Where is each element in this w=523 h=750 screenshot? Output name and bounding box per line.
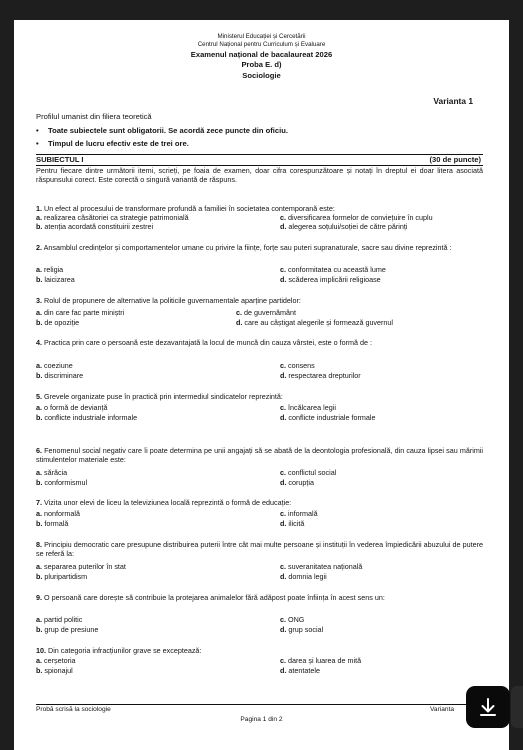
option-a: a. din care fac parte miniștri [36, 308, 125, 317]
option-c: c. conflictul social [280, 468, 337, 477]
question-stem [36, 392, 483, 401]
question-number: 5. [36, 392, 42, 401]
option-d: d. respectarea drepturilor [280, 371, 361, 380]
option-d: d. alegerea soțului/soției de către părinți [280, 222, 408, 231]
ministry-line: Ministerul Educației și Cercetării [217, 33, 306, 40]
bullet-item [36, 139, 189, 148]
instructions: Pentru fiecare dintre următorii itemi, scrieți, pe foaia de examen, doar cifra corespunzătoare și notați în dreptul ei doar litera asociată răspunsului corect. Este corectă o singură variantă de răspuns. [36, 166, 483, 185]
option-a: a. sărăcia [36, 468, 68, 477]
question-text: Vizita unor elevi de liceu la televiziunea locală reprezintă o formă de educație: [44, 498, 292, 507]
exam-title: Examenul național de bacalaureat 2026 [190, 50, 333, 59]
option-b: b. grup de presiune [36, 625, 99, 634]
footer-left: Probă scrisă la sociologie [36, 706, 111, 713]
option-b: b. spionajul [36, 666, 73, 675]
question-number: 3. [36, 296, 42, 305]
option-b: b. de opoziție [36, 318, 80, 327]
question-stem [36, 204, 483, 213]
option-a: a. realizarea căsătoriei ca strategie patrimonială [36, 213, 189, 222]
option-c: c. consens [280, 361, 315, 370]
subiect-points: (30 de puncte) [429, 155, 481, 164]
option-d: d. conflicte industriale formale [280, 413, 376, 422]
question-number: 8. [36, 540, 42, 549]
question-number: 6. [36, 446, 42, 455]
option-c: c. ONG [280, 615, 305, 624]
question-text: Grevele organizate puse în practică prin intermediul sindicatelor reprezintă: [44, 392, 283, 401]
option-a: a. partid politic [36, 615, 83, 624]
question-stem [36, 296, 483, 305]
question-text: O persoană care dorește să contribuie la protejarea animalelor fără adăpost poate înființa în acest sens un: [44, 593, 385, 602]
option-b: b. pluripartidism [36, 572, 88, 581]
option-a: a. cerșetoria [36, 656, 76, 665]
question-stem [36, 540, 483, 559]
question-text: Rolul de propunere de alternative la politicile guvernamentale aparține partidelor: [44, 296, 301, 305]
subiect-title: SUBIECTUL I [36, 155, 84, 164]
question-number: 2. [36, 243, 42, 252]
side-panel-handle[interactable] [511, 686, 523, 728]
option-c: c. informală [280, 509, 318, 518]
option-b: b. conflicte industriale informale [36, 413, 138, 422]
question-stem [36, 446, 483, 465]
option-a: a. o formă de devianță [36, 403, 108, 412]
subject-title: Sociologie [242, 71, 281, 80]
option-c: c. darea și luarea de mită [280, 656, 362, 665]
question-number: 9. [36, 593, 42, 602]
option-a: a. separarea puterilor în stat [36, 562, 126, 571]
footer-right: Varianta [430, 706, 455, 713]
download-arrow-icon [477, 696, 499, 718]
option-d: d. corupția [280, 478, 314, 487]
question-text: Principiu democratic care presupune distribuirea puterii între cât mai multe persoane și instituții în vederea împiedicării abuzului de putere se referă la: [36, 540, 484, 559]
question-text: Un efect al procesului de transformare profundă a familiei în societatea contemporană este: [44, 204, 335, 213]
option-d: d. grup social [280, 625, 324, 634]
question-number: 7. [36, 498, 42, 507]
option-b: b. laicizarea [36, 275, 75, 284]
bullet-text: Timpul de lucru efectiv este de trei ore. [48, 139, 189, 148]
option-d: d. scăderea implicării religioase [280, 275, 381, 284]
center-line: Centrul Național pentru Curriculum și Evaluare [197, 41, 326, 48]
question-number: 10. [36, 646, 46, 655]
profil-label: Profilul umanist din filiera teoretică [36, 112, 152, 121]
option-b: b. discriminare [36, 371, 84, 380]
option-a: a. coeziune [36, 361, 73, 370]
bullet-dot-icon: • [36, 139, 39, 148]
option-c: c. suveranitatea națională [280, 562, 363, 571]
question-stem [36, 593, 483, 602]
option-c: c. de guvernământ [236, 308, 296, 317]
question-number: 4. [36, 338, 42, 347]
question-stem [36, 646, 483, 655]
footer-rule [36, 704, 488, 705]
question-stem [36, 338, 483, 347]
bullet-dot-icon: • [36, 126, 39, 135]
option-c: c. conformitatea cu această lume [280, 265, 386, 274]
option-b: b. conformismul [36, 478, 88, 487]
question-stem [36, 243, 483, 252]
varianta-label: Varianta 1 [433, 96, 473, 106]
exam-page [14, 20, 509, 750]
option-a: a. nonformală [36, 509, 80, 518]
question-number: 1. [36, 204, 42, 213]
question-text: Din categoria infracțiunilor grave se exceptează: [48, 646, 202, 655]
option-c: c. încălcarea legii [280, 403, 336, 412]
option-d: d. atentatele [280, 666, 320, 675]
option-d: d. care au câștigat alegerile și formează guvernul [236, 318, 394, 327]
option-d: d. ilicită [280, 519, 305, 528]
option-c: c. diversificarea formelor de conviețuire în cuplu [280, 213, 433, 222]
question-stem [36, 498, 483, 507]
subiect-heading [36, 154, 483, 166]
option-a: a. religia [36, 265, 64, 274]
download-button[interactable] [466, 686, 510, 728]
question-text: Practica prin care o persoană este dezavantajată la locul de muncă din cauza vârstei, este o formă de : [44, 338, 373, 347]
option-d: d. domnia legii [280, 572, 327, 581]
option-b: b. formală [36, 519, 69, 528]
footer-page-number: Pagina 1 din 2 [240, 716, 283, 723]
option-b: b. atenția acordată constituirii zestrei [36, 222, 154, 231]
question-text: Fenomenul social negativ care îi poate determina pe unii angajați să se abată de la deontologia profesională, din cauza lipsei sau mărimii stimulentelor materiale este: [36, 446, 483, 465]
bullet-text: Toate subiectele sunt obligatorii. Se acordă zece puncte din oficiu. [48, 126, 288, 135]
bullet-item [36, 126, 288, 135]
proba-label: Proba E. d) [241, 60, 282, 69]
question-text: Ansamblul credințelor și comportamentelor umane cu privire la ființe, forțe sau puteri supranaturale, sacre sau divine reprezintă : [43, 243, 452, 252]
